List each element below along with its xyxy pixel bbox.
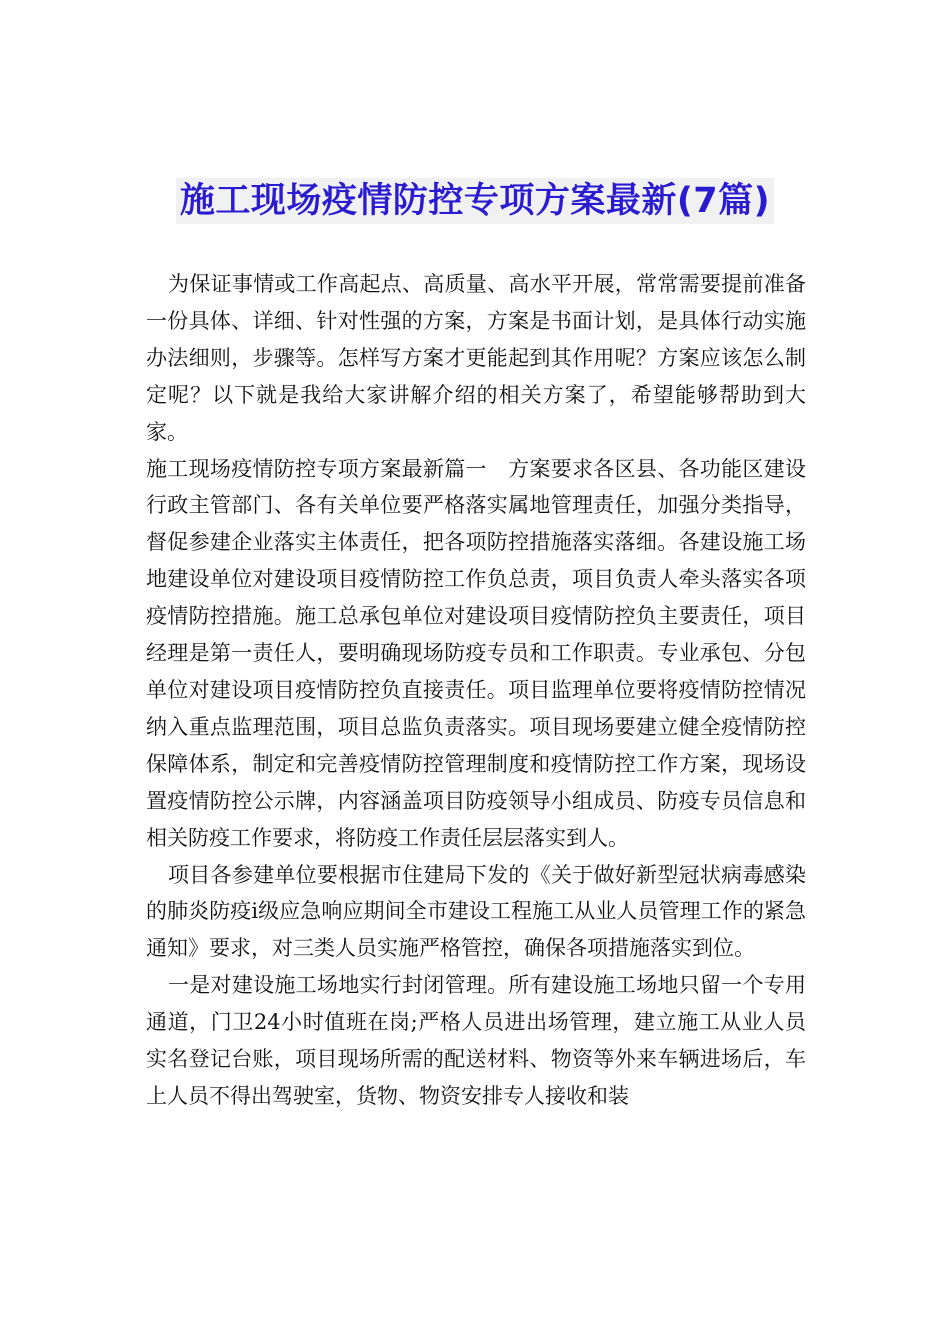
document-title: 施工现场疫情防控专项方案最新(7篇) (176, 178, 774, 224)
paragraph-closed-management: 一是对建设施工场地实行封闭管理。所有建设施工场地只留一个专用通道，门卫24小时值班在岗;严格人员进出场管理，建立施工从业人员实名登记台账，项目现场所需的配送材料、物资等外来车辆进场后，车上人员不得出驾驶室，货物、物资安排专人接收和装 (146, 973, 806, 1108)
document-body (146, 266, 806, 1115)
paragraph-notice: 项目各参建单位要根据市住建局下发的《关于做好新型冠状病毒感染的肺炎防疫ⅰ级应急响应期间全市建设工程施工从业人员管理工作的紧急通知》要求，对三类人员实施严格管控，确保各项措施落实到位。 (146, 862, 806, 961)
paragraph-intro: 为保证事情或工作高起点、高质量、高水平开展，常常需要提前准备一份具体、详细、针对性强的方案，方案是书面计划，是具体行动实施办法细则，步骤等。怎样写方案才更能起到其作用呢？方案应该怎么制定呢？以下就是我给大家讲解介绍的相关方案了，希望能够帮助到大家。 (146, 272, 806, 444)
paragraph-section-one: 施工现场疫情防控专项方案最新篇一 方案要求各区县、各功能区建设行政主管部门、各有关单位要严格落实属地管理责任，加强分类指导，督促参建企业落实主体责任，把各项防控措施落实落细。各建设施工场地建设单位对建设项目疫情防控工作负总责，项目负责人牵头落实各项疫情防控措施。施工总承包单位对建设项目疫情防控负主要责任，项目经理是第一责任人，要明确现场防疫专员和工作职责。专业承包、分包单位对建设项目疫情防控负直接责任。项目监理单位要将疫情防控情况纳入重点监理范围，项目总监负责落实。项目现场要建立健全疫情防控保障体系，制定和完善疫情防控管理制度和疫情防控工作方案，现场设置疫情防控公示牌，内容涵盖项目防疫领导小组成员、防疫专员信息和相关防疫工作要求，将防疫工作责任层层落实到人。 (146, 456, 806, 850)
title-container (0, 178, 950, 224)
